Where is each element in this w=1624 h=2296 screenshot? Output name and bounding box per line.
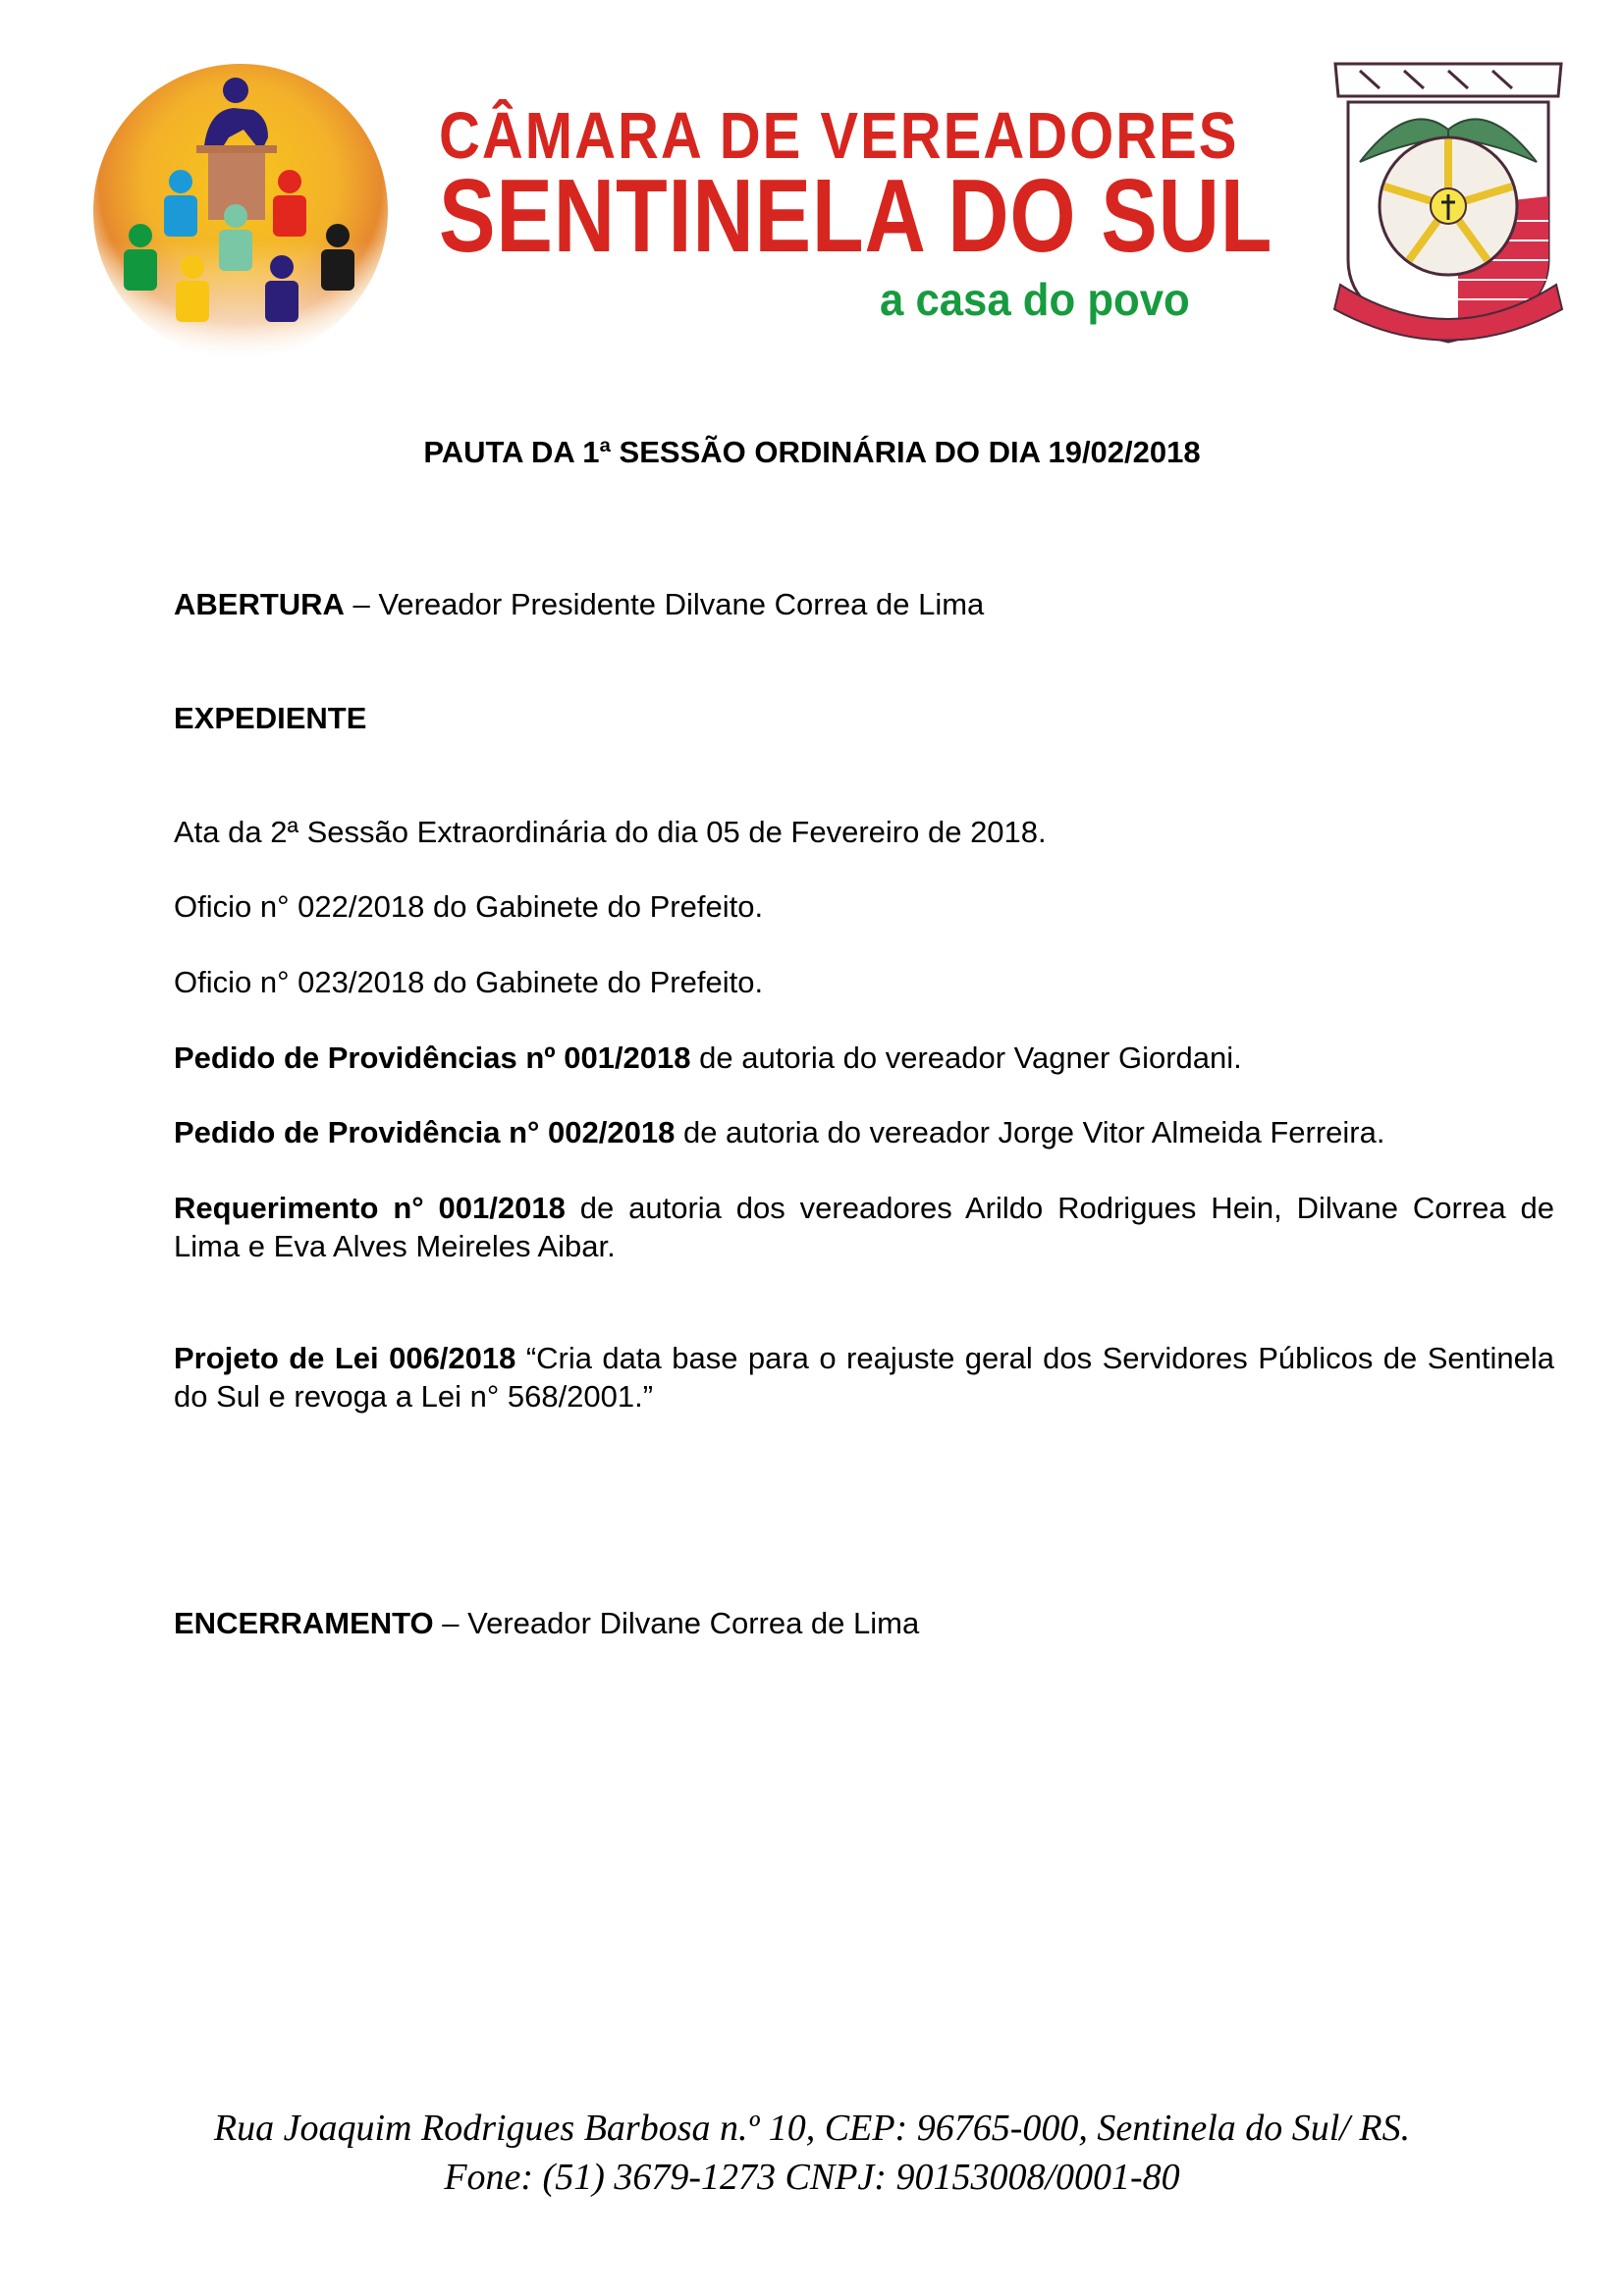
document-title: PAUTA DA 1ª SESSÃO ORDINÁRIA DO DIA 19/02/2018 (423, 435, 1201, 469)
assembly-logo (86, 59, 396, 368)
footer-address: Rua Joaquim Rodrigues Barbosa n.º 10, CEP: 96765-000, Sentinela do Sul/ RS. (213, 2108, 1411, 2149)
encerramento-text: – Vereador Dilvane Correa de Lima (433, 1606, 920, 1640)
agenda-item (174, 963, 1554, 1001)
agenda-item-ref: Pedido de Providências nº 001/2018 (174, 1041, 691, 1075)
agenda-item-text: de autoria do vereador Vagner Giordani. (690, 1041, 1242, 1075)
abertura-line (174, 585, 1554, 623)
agenda-item-text: Ata da 2ª Sessão Extraordinária do dia 05 de Fevereiro de 2018. (174, 815, 1047, 849)
expediente-heading: EXPEDIENTE (174, 701, 367, 735)
agenda-item-text: de autoria dos vereadores Arildo Rodrigues Hein, Dilvane Correa de Lima e Eva Alves Meireles Aibar. (174, 1191, 1554, 1263)
encerramento-line (174, 1604, 1554, 1642)
chamber-name: CÂMARA DE VEREADORES (439, 99, 1239, 173)
footer-contact: Fone: (51) 3679-1273 CNPJ: 90153008/0001-80 (444, 2157, 1180, 2198)
agenda-item-text: Oficio n° 023/2018 do Gabinete do Prefeito. (174, 965, 764, 999)
chamber-tagline: a casa do povo (880, 274, 1190, 325)
abertura-label: ABERTURA (174, 587, 345, 621)
agenda-item (174, 887, 1554, 926)
municipality-name: SENTINELA DO SUL (439, 158, 1273, 275)
agenda-item (174, 1339, 1554, 1415)
agenda-item-text: de autoria do vereador Jorge Vitor Almeida Ferreira. (675, 1115, 1385, 1149)
agenda-item-ref: Requerimento n° 001/2018 (174, 1191, 566, 1225)
agenda-item-text: “Cria data base para o reajuste geral dos Servidores Públicos de Sentinela do Sul e revoga a Lei n° 568/2001.” (174, 1341, 1554, 1414)
agenda-item (174, 1189, 1554, 1265)
coat-of-arms-icon (1330, 59, 1566, 353)
encerramento-label: ENCERRAMENTO (174, 1606, 434, 1640)
agenda-item (174, 1039, 1554, 1077)
agenda-item-text: Oficio n° 022/2018 do Gabinete do Prefeito. (174, 889, 764, 924)
abertura-text: – Vereador Presidente Dilvane Correa de Lima (344, 587, 985, 621)
agenda-item (174, 813, 1554, 851)
agenda-item-ref: Projeto de Lei 006/2018 (174, 1341, 516, 1375)
agenda-item (174, 1113, 1554, 1151)
agenda-item-ref: Pedido de Providência n° 002/2018 (174, 1115, 676, 1149)
